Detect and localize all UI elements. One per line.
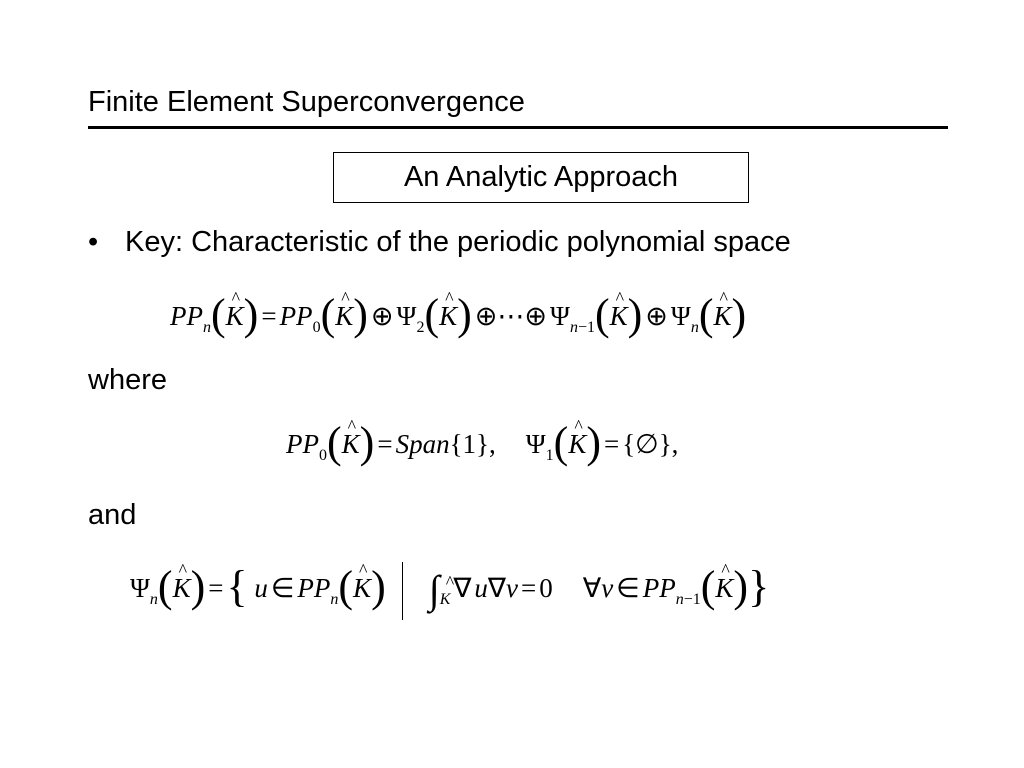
equation-1: $PP_n(\^{}$ $K) = PP_0(\^{}$ K) ⊕ $\Psi_2(\^{}$ K) ⊕⋯⊕ $\Psi_{n-1}(\^{}$ K) ⊕ $\Psi_n(\^{}$ K) (170, 286, 746, 346)
and-label: and (88, 499, 137, 531)
subtitle-box: An Analytic Approach (333, 152, 749, 203)
equation-2: $PP_0(\^{}$ K) = Span{1}, $\Psi_1(\^{}$ K) = {∅}, (286, 414, 678, 474)
slide-title: Finite Element Superconvergence (88, 86, 525, 118)
equation-3: $\Psi_n(\^{}$ K) ={ u ∈ $PP_n(\^{}$ K) $\int_K$ ∇ u∇v = 0 ∀v ∈ $PP_{n-1}(\^{}$ K)} (130, 558, 769, 620)
title-underline (88, 126, 948, 129)
bullet-item (88, 222, 791, 262)
bullet-marker: • (88, 226, 99, 258)
where-label: where (88, 364, 167, 396)
bullet-text: Key: Characteristic of the periodic polynomial space (125, 226, 791, 258)
